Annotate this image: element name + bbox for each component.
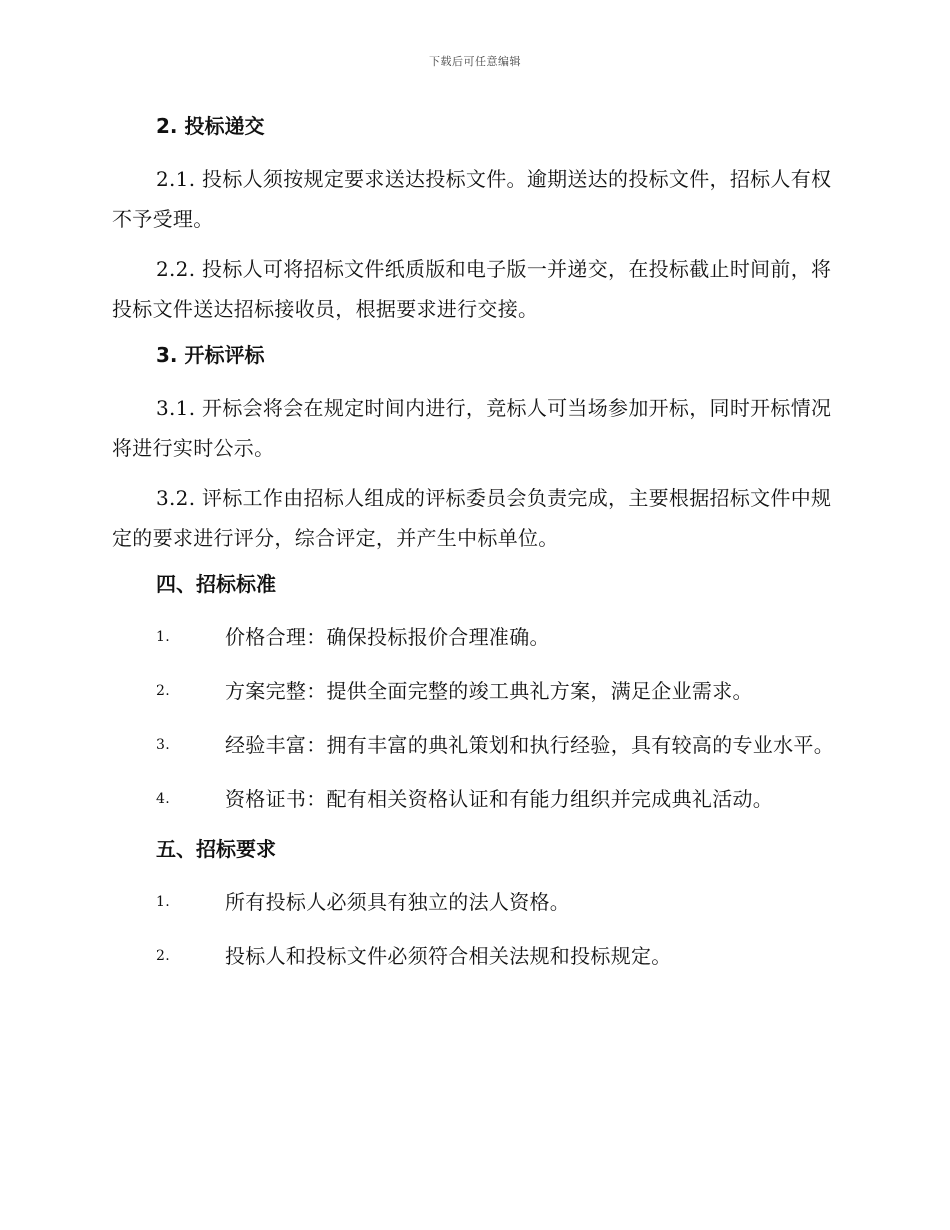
paragraph-3-2: 3.2. 评标工作由招标人组成的评标委员会负责完成，主要根据招标文件中规定的要求进行评分，综合评定，并产生中标单位。: [112, 486, 832, 550]
list-number: 3.: [156, 737, 170, 753]
list-item: [112, 617, 840, 657]
paragraph-3-1: 3.1. 开标会将会在规定时间内进行，竞标人可当场参加开标，同时开标情况将进行实时公示。: [112, 396, 832, 460]
section-heading-bid-opening: 3. 开标评标: [156, 343, 265, 367]
list-item: [112, 779, 840, 819]
list-number: 1.: [156, 629, 170, 645]
list-text: 投标人和投标文件必须符合相关法规和投标规定。: [225, 944, 672, 968]
paragraph-2-1: 2.1. 投标人须按规定要求送达投标文件。逾期送达的投标文件，招标人有权不予受理。: [112, 167, 832, 231]
list-text: 经验丰富：拥有丰富的典礼策划和执行经验，具有较高的专业水平。: [225, 733, 834, 757]
list-item: [112, 725, 840, 765]
section-heading-bid-requirements: 五、招标要求: [156, 837, 276, 861]
list-item: [112, 936, 840, 976]
section-heading-bid-standards: 四、招标标准: [156, 572, 276, 596]
section-heading-bid-submission: 2. 投标递交: [156, 114, 265, 138]
page-header: 下载后可任意编辑: [429, 55, 521, 68]
list-text: 价格合理：确保投标报价合理准确。: [225, 625, 550, 649]
paragraph-2-2: 2.2. 投标人可将招标文件纸质版和电子版一并递交，在投标截止时间前，将投标文件送达招标接收员，根据要求进行交接。: [112, 257, 832, 321]
list-text: 资格证书：配有相关资格认证和有能力组织并完成典礼活动。: [225, 787, 774, 811]
list-number: 4.: [156, 791, 170, 807]
list-item: [112, 882, 840, 922]
list-number: 2.: [156, 948, 170, 964]
document-body: [112, 110, 840, 990]
list-number: 1.: [156, 894, 170, 910]
list-text: 方案完整：提供全面完整的竣工典礼方案，满足企业需求。: [225, 679, 753, 703]
list-item: [112, 671, 840, 711]
list-text: 所有投标人必须具有独立的法人资格。: [225, 890, 571, 914]
list-number: 2.: [156, 683, 170, 699]
